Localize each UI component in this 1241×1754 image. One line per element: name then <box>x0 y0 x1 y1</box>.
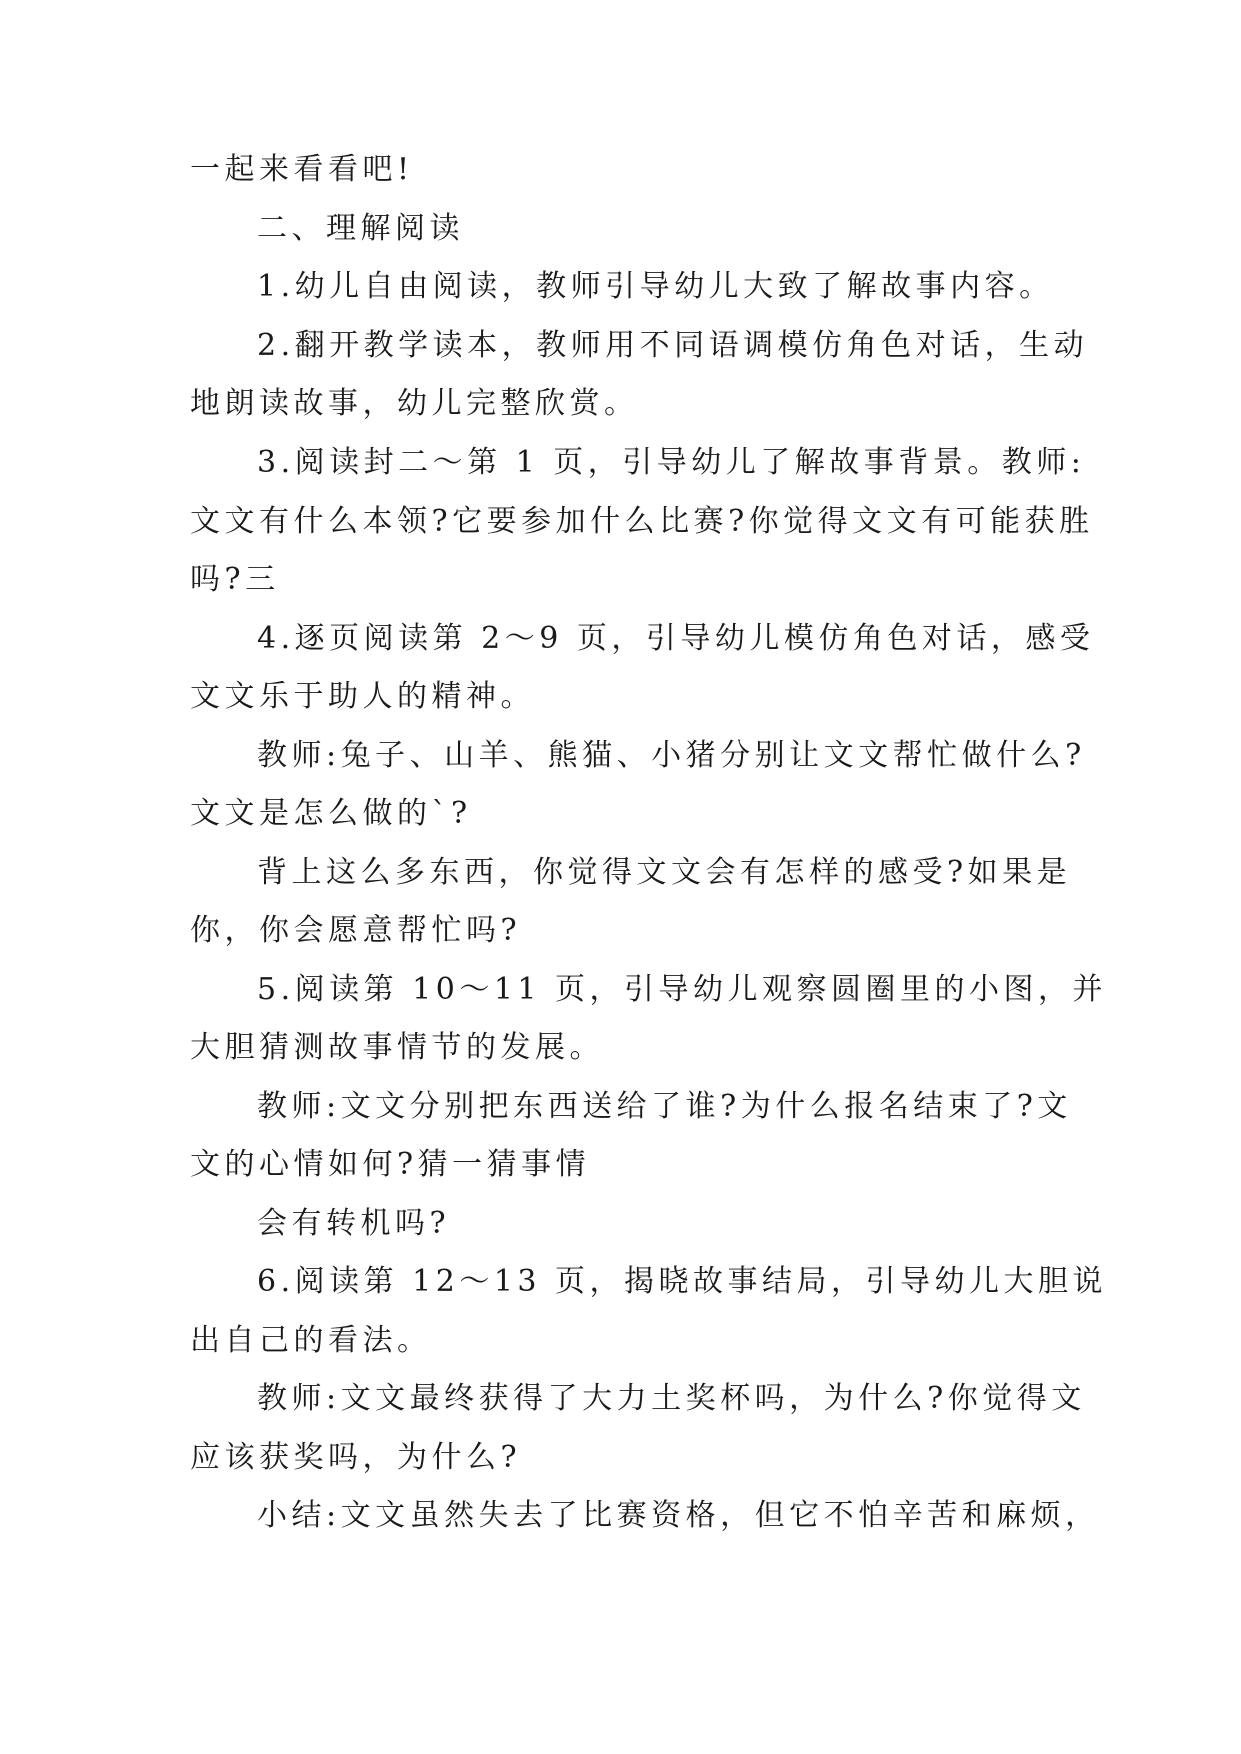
text-line: 文文乐于助人的精神。 <box>190 679 535 714</box>
text-line: 文的心情如何?猜一猜事情 <box>190 1147 591 1182</box>
text-line: 6.阅读第 12～13 页，揭晓故事结局，引导幼儿大胆说 <box>257 1264 1108 1299</box>
text-line: 你，你会愿意帮忙吗? <box>190 913 522 948</box>
text-line: 教师:文文最终获得了大力土奖杯吗，为什么?你觉得文 <box>257 1381 1086 1416</box>
text-line: 地朗读故事，幼儿完整欣赏。 <box>190 386 639 421</box>
text-line: 2.翻开教学读本，教师用不同语调模仿角色对话，生动 <box>257 328 1089 363</box>
section-heading: 二、理解阅读 <box>257 211 464 246</box>
text-line: 教师:兔子、山羊、熊猫、小猪分别让文文帮忙做什么? <box>257 738 1086 773</box>
text-line: 4.逐页阅读第 2～9 页，引导幼儿模仿角色对话，感受 <box>257 621 1095 656</box>
text-line: 大胆猜测故事情节的发展。 <box>190 1030 604 1065</box>
text-line: 1.幼儿自由阅读，教师引导幼儿大致了解故事内容。 <box>257 269 1054 304</box>
text-line: 吗?三 <box>190 562 280 597</box>
text-line: 3.阅读封二～第 1 页，引导幼儿了解故事背景。教师: <box>257 445 1086 480</box>
text-line: 出自己的看法。 <box>190 1323 432 1358</box>
text-line: 会有转机吗? <box>257 1206 451 1241</box>
text-line: 小结:文文虽然失去了比赛资格，但它不怕辛苦和麻烦， <box>257 1498 1100 1533</box>
text-line: 背上这么多东西，你觉得文文会有怎样的感受?如果是 <box>257 855 1072 890</box>
text-line: 文文有什么本领?它要参加什么比赛?你觉得文文有可能获胜 <box>190 504 1094 539</box>
text-line: 应该获奖吗，为什么? <box>190 1440 522 1475</box>
text-line: 教师:文文分别把东西送给了谁?为什么报名结束了?文 <box>257 1089 1072 1124</box>
text-line: 5.阅读第 10～11 页，引导幼儿观察圆圈里的小图，并 <box>257 972 1108 1007</box>
text-line: 文文是怎么做的`? <box>190 796 472 831</box>
text-line: 一起来看看吧! <box>190 152 414 187</box>
